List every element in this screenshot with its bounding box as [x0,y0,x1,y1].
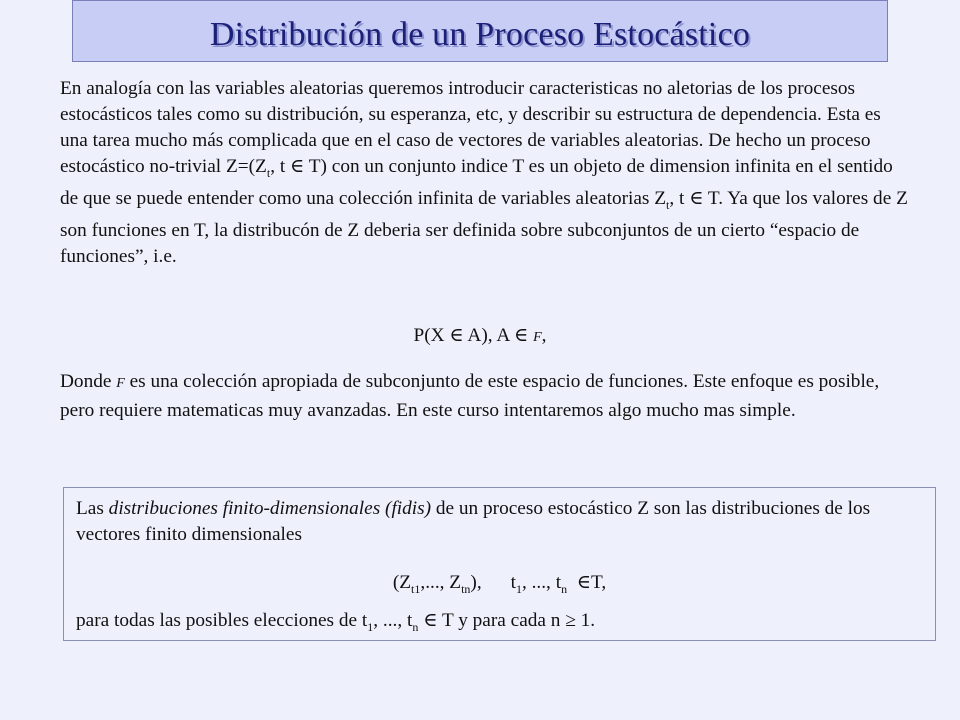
fidis-definition-text: Las distribuciones finito-dimensionales (fidis) de un proceso estocástico Z son las distribuciones de los vectores finito dimensionales [76,498,871,545]
title-bar [72,0,888,62]
intro-paragraph: En analogía con las variables aleatorias queremos introducir caracteristicas no aletorias de los procesos estocásticos tales como su distribución, su esperanza, etc, y describir su estructura de dependencia. Esta es una tarea mucho más complicada que en el caso de vectores de variables aleatorias. De hecho un proceso estocástico no-trivial $Z=(Z_t$, t ∈ T) con un conjunto indice T es un objeto de dimension infinita en el sentido de que se puede entender como una colección infinita de variables aleatorias $Z_t$, t ∈ T. Ya que los valores de Z son funciones en T, la distribucón de Z deberia ser definida sobre subconjuntos de un cierto “espacio de funciones”, i.e. [60,78,908,267]
followup-paragraph: Donde F es una colección apropiada de subconjunto de este espacio de funciones. Este enfoque es posible, pero requiere matematicas muy avanzadas. En este curso intentaremos algo mucho mas simple. [60,371,880,421]
fidis-vector-formula: ($Z_{t1}$,..., $Z_{tn}$), $t_1$, ..., $t_n$ ∈T, [392,572,607,596]
fidis-definition-box [63,487,936,641]
distribution-formula: P(X ∈ A), A ∈ F, [413,325,547,346]
slide-title: Distribución de un Proceso Estocástico [209,16,751,53]
fidis-condition-text: para todas las posibles elecciones de $t_1$, ..., $t_n$ ∈ T y para cada n ≥ 1. [76,610,596,634]
